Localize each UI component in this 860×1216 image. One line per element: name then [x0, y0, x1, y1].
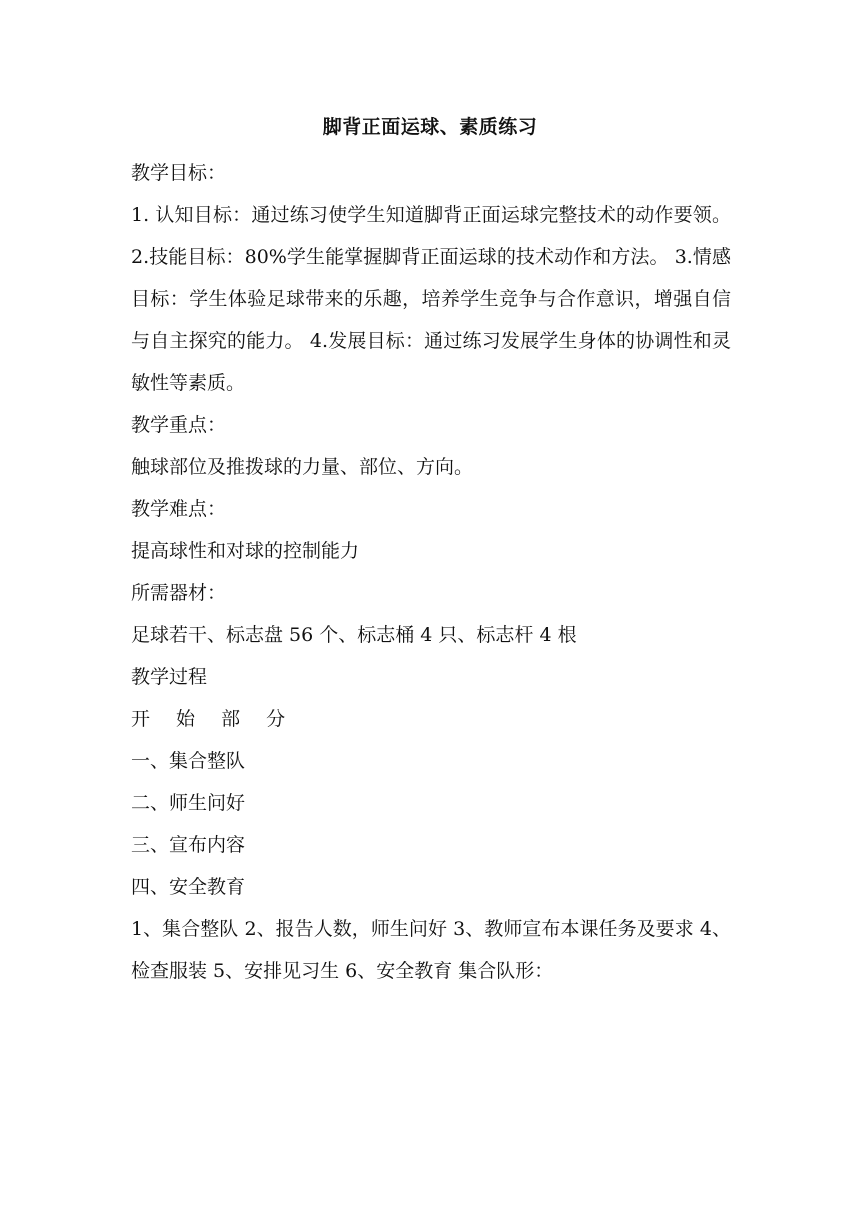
process-step-1: 一、集合整队	[131, 750, 246, 772]
start-part-heading: 开 始 部 分	[131, 708, 296, 730]
objectives-paragraph: 1. 认知目标：通过练习使学生知道脚背正面运球完整技术的动作要领。 2.技能目标：80%学生能掌握脚背正面运球的技术动作和方法。 3.情感目标：学生体验足球带来的乐趣，培养学生竞争与合作意识，增强自信与自主探究的能力。 4.发展目标：通过练习发展学生身体的协调性和灵敏性等素质。	[131, 204, 731, 394]
equipment-heading: 所需器材：	[131, 582, 227, 604]
document-body	[131, 152, 731, 992]
equipment-text: 足球若干、标志盘 56 个、标志桶 4 只、标志杆 4 根	[131, 624, 577, 646]
process-details-paragraph: 1、集合整队 2、报告人数，师生问好 3、教师宣布本课任务及要求 4、检查服装 5、安排见习生 6、安全教育 集合队形：	[131, 918, 731, 982]
key-points-text: 触球部位及推拨球的力量、部位、方向。	[131, 456, 474, 478]
key-points-heading: 教学重点：	[131, 414, 227, 436]
difficulties-heading: 教学难点：	[131, 498, 227, 520]
process-step-4: 四、安全教育	[131, 876, 246, 898]
process-heading: 教学过程	[131, 666, 208, 688]
difficulties-text: 提高球性和对球的控制能力	[131, 540, 360, 562]
objectives-heading: 教学目标：	[131, 162, 227, 184]
document-title: 脚背正面运球、素质练习	[322, 116, 538, 138]
process-step-2: 二、师生问好	[131, 792, 246, 814]
process-step-3: 三、宣布内容	[131, 834, 246, 856]
